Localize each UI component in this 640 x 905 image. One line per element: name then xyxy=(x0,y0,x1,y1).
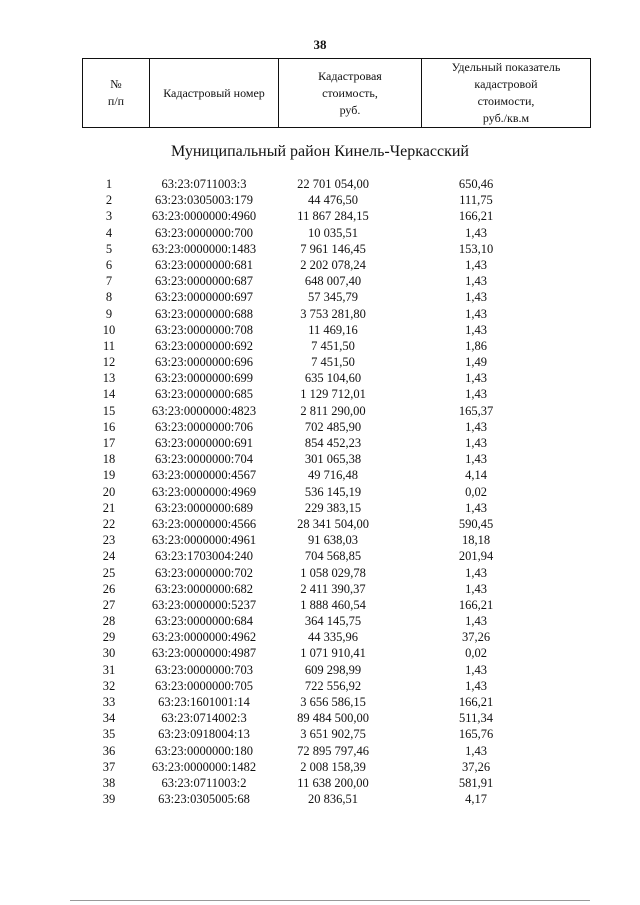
row-specific-indicator: 1,43 xyxy=(465,274,487,289)
table-row xyxy=(0,273,640,289)
row-cadastral-number: 63:23:0000000:697 xyxy=(155,290,253,305)
header-col-number-line2: п/п xyxy=(107,94,125,108)
header-col-number xyxy=(83,59,150,128)
row-cadastral-number: 63:23:0000000:687 xyxy=(155,274,253,289)
row-cadastral-cost: 2 202 078,24 xyxy=(300,257,366,272)
table-row xyxy=(0,306,640,322)
row-number: 13 xyxy=(102,371,116,386)
row-cadastral-number: 63:23:0000000:702 xyxy=(155,565,253,580)
data-rows xyxy=(0,176,640,807)
table-row xyxy=(0,613,640,629)
row-cadastral-cost: 2 411 390,37 xyxy=(300,581,366,596)
row-cadastral-number: 63:23:0000000:699 xyxy=(155,371,253,386)
header-col-specific xyxy=(422,59,591,128)
row-cadastral-cost: 28 341 504,00 xyxy=(297,516,369,531)
row-number: 31 xyxy=(102,662,116,677)
row-cadastral-number: 63:23:1601001:14 xyxy=(158,695,250,709)
row-specific-indicator: 1,43 xyxy=(465,371,487,386)
row-cadastral-number: 63:23:0000000:704 xyxy=(155,452,253,467)
row-number: 26 xyxy=(102,581,116,596)
row-number: 17 xyxy=(102,436,116,450)
header-col-number-line1: № xyxy=(110,77,122,91)
row-cadastral-cost: 635 104,60 xyxy=(304,371,362,386)
row-number: 32 xyxy=(102,678,116,693)
row-cadastral-number: 63:23:0305003:179 xyxy=(155,193,253,208)
row-specific-indicator: 1,43 xyxy=(465,565,487,580)
table-row xyxy=(0,403,640,419)
row-number: 28 xyxy=(102,614,116,629)
row-specific-indicator: 590,45 xyxy=(458,516,494,531)
row-cadastral-number: 63:23:0000000:682 xyxy=(155,581,253,596)
row-specific-indicator: 18,18 xyxy=(461,533,491,548)
header-col-cost-line2: стоимость, xyxy=(322,85,378,100)
table-row xyxy=(0,532,640,548)
row-number: 6 xyxy=(105,257,113,272)
row-cadastral-cost: 1 129 712,01 xyxy=(300,387,366,402)
table-row xyxy=(0,645,640,661)
row-cadastral-cost: 11 638 200,00 xyxy=(297,775,369,790)
row-cadastral-cost: 44 335,96 xyxy=(308,630,358,645)
row-specific-indicator: 37,26 xyxy=(461,759,491,774)
page-number: 38 xyxy=(313,37,327,52)
row-number: 29 xyxy=(102,630,116,645)
row-specific-indicator: 1,43 xyxy=(465,225,487,240)
table-row xyxy=(0,581,640,597)
row-cadastral-cost: 1 888 460,54 xyxy=(300,597,366,612)
row-specific-indicator: 0,02 xyxy=(465,646,487,661)
section-title: Муниципальный район Кинель-Черкасский xyxy=(170,143,469,160)
row-specific-indicator: 1,86 xyxy=(465,338,487,353)
row-cadastral-number: 63:23:0000000:696 xyxy=(155,355,253,370)
row-specific-indicator: 166,21 xyxy=(458,209,494,224)
row-cadastral-number: 63:23:1703004:240 xyxy=(155,549,253,564)
row-cadastral-number: 63:23:0000000:688 xyxy=(155,306,253,321)
row-cadastral-number: 63:23:0714002:3 xyxy=(161,711,247,726)
row-cadastral-number: 63:23:0000000:685 xyxy=(155,387,253,402)
row-cadastral-cost: 11 469,16 xyxy=(308,322,358,337)
table-row xyxy=(0,386,640,402)
row-cadastral-cost: 1 058 029,78 xyxy=(300,565,366,580)
row-cadastral-number: 63:23:0000000:4567 xyxy=(151,468,257,483)
row-number: 24 xyxy=(102,549,116,564)
row-specific-indicator: 1,43 xyxy=(465,257,487,272)
row-cadastral-cost: 57 345,79 xyxy=(308,290,358,305)
row-cadastral-cost: 3 753 281,80 xyxy=(300,306,366,321)
row-specific-indicator: 1,43 xyxy=(465,419,487,434)
row-cadastral-number: 63:23:0000000:705 xyxy=(155,678,253,693)
table-row xyxy=(0,451,640,467)
row-cadastral-number: 63:23:0000000:4961 xyxy=(151,533,257,548)
row-cadastral-number: 63:23:0000000:1483 xyxy=(151,241,257,256)
row-cadastral-cost: 3 651 902,75 xyxy=(300,727,366,742)
row-number: 2 xyxy=(105,193,113,208)
row-cadastral-number: 63:23:0000000:4823 xyxy=(151,403,257,418)
table-row xyxy=(0,241,640,257)
row-specific-indicator: 1,43 xyxy=(465,662,487,677)
row-specific-indicator: 1,43 xyxy=(465,436,487,450)
row-number: 12 xyxy=(102,355,116,370)
row-cadastral-cost: 704 568,85 xyxy=(304,549,362,564)
row-number: 37 xyxy=(102,759,116,774)
header-col-cost xyxy=(279,59,422,128)
row-cadastral-cost: 20 836,51 xyxy=(308,792,358,807)
table-row xyxy=(0,435,640,451)
header-col-specific-line3: стоимости, xyxy=(477,94,535,108)
row-specific-indicator: 1,43 xyxy=(465,743,487,758)
row-cadastral-cost: 229 383,15 xyxy=(304,500,362,515)
header-col-specific-line4: руб./кв.м xyxy=(482,111,530,125)
row-cadastral-number: 63:23:0000000:681 xyxy=(155,257,253,272)
table-row xyxy=(0,176,640,192)
row-specific-indicator: 1,43 xyxy=(465,581,487,596)
row-specific-indicator: 1,43 xyxy=(465,678,487,693)
row-number: 10 xyxy=(102,322,116,337)
row-cadastral-number: 63:23:0000000:4969 xyxy=(151,484,257,499)
row-cadastral-number: 63:23:0000000:4987 xyxy=(151,646,257,661)
row-specific-indicator: 1,43 xyxy=(465,306,487,321)
row-number: 4 xyxy=(105,225,113,240)
table-row xyxy=(0,710,640,726)
table-row xyxy=(0,484,640,500)
row-specific-indicator: 1,49 xyxy=(465,355,487,370)
table-row xyxy=(0,257,640,273)
table-row xyxy=(0,467,640,483)
table-header xyxy=(82,58,591,128)
row-cadastral-number: 63:23:0000000:4566 xyxy=(151,516,257,531)
row-number: 21 xyxy=(102,500,116,515)
row-cadastral-number: 63:23:0918004:13 xyxy=(158,727,250,742)
row-number: 19 xyxy=(102,468,116,483)
row-number: 18 xyxy=(102,452,116,467)
row-specific-indicator: 166,21 xyxy=(458,597,494,612)
table-row xyxy=(0,565,640,581)
table-row xyxy=(0,338,640,354)
row-cadastral-number: 63:23:0711003:3 xyxy=(161,177,247,191)
row-specific-indicator: 0,02 xyxy=(465,484,487,499)
table-row xyxy=(0,791,640,807)
table-row xyxy=(0,726,640,742)
header-col-specific-line1: Удельный показатель xyxy=(451,60,561,74)
row-specific-indicator: 111,75 xyxy=(459,193,493,208)
row-number: 8 xyxy=(105,290,113,305)
row-number: 33 xyxy=(102,695,116,709)
row-number: 35 xyxy=(102,727,116,742)
row-cadastral-cost: 49 716,48 xyxy=(308,468,358,483)
row-cadastral-cost: 722 556,92 xyxy=(304,678,362,693)
header-col-cadastral xyxy=(150,59,279,128)
row-specific-indicator: 1,43 xyxy=(465,452,487,467)
row-cadastral-cost: 702 485,90 xyxy=(304,419,362,434)
row-cadastral-cost: 22 701 054,00 xyxy=(297,177,369,191)
row-cadastral-number: 63:23:0000000:691 xyxy=(155,436,253,450)
table-row xyxy=(0,759,640,775)
table-row xyxy=(0,694,640,710)
table-row xyxy=(0,370,640,386)
row-number: 20 xyxy=(102,484,116,499)
row-cadastral-cost: 609 298,99 xyxy=(304,662,362,677)
row-cadastral-cost: 72 895 797,46 xyxy=(297,743,369,758)
row-cadastral-number: 63:23:0000000:4960 xyxy=(151,209,257,224)
row-cadastral-cost: 7 451,50 xyxy=(311,355,355,370)
table-row xyxy=(0,192,640,208)
row-cadastral-number: 63:23:0000000:708 xyxy=(155,322,253,337)
row-specific-indicator: 1,43 xyxy=(465,322,487,337)
row-specific-indicator: 1,43 xyxy=(465,290,487,305)
table-row xyxy=(0,322,640,338)
row-number: 23 xyxy=(102,533,116,548)
row-cadastral-number: 63:23:0000000:5237 xyxy=(151,597,257,612)
row-cadastral-number: 63:23:0711003:2 xyxy=(161,775,247,790)
row-number: 22 xyxy=(102,516,116,531)
row-cadastral-cost: 7 451,50 xyxy=(311,338,355,353)
row-cadastral-cost: 89 484 500,00 xyxy=(297,711,369,726)
table-row xyxy=(0,775,640,791)
row-cadastral-cost: 10 035,51 xyxy=(308,225,358,240)
row-number: 34 xyxy=(102,711,116,726)
row-cadastral-number: 63:23:0000000:1482 xyxy=(151,759,257,774)
row-cadastral-cost: 3 656 586,15 xyxy=(300,695,366,709)
row-cadastral-cost: 854 452,23 xyxy=(304,436,362,450)
row-number: 25 xyxy=(102,565,116,580)
header-col-specific-line2: кадастровой xyxy=(474,77,538,91)
row-specific-indicator: 1,43 xyxy=(465,614,487,629)
row-number: 5 xyxy=(105,241,113,256)
row-cadastral-number: 63:23:0000000:700 xyxy=(155,225,253,240)
row-cadastral-cost: 91 638,03 xyxy=(308,533,358,548)
row-number: 15 xyxy=(102,403,116,418)
row-specific-indicator: 511,34 xyxy=(459,711,493,726)
row-specific-indicator: 581,91 xyxy=(458,775,494,790)
row-number: 36 xyxy=(102,743,116,758)
row-specific-indicator: 1,43 xyxy=(465,387,487,402)
table-row xyxy=(0,500,640,516)
row-cadastral-cost: 536 145,19 xyxy=(304,484,362,499)
row-cadastral-cost: 2 811 290,00 xyxy=(300,403,366,418)
row-number: 7 xyxy=(105,274,113,289)
row-cadastral-cost: 648 007,40 xyxy=(304,274,362,289)
row-number: 1 xyxy=(105,177,113,191)
table-row xyxy=(0,419,640,435)
row-number: 27 xyxy=(102,597,116,612)
row-cadastral-number: 63:23:0000000:692 xyxy=(155,338,253,353)
table-row xyxy=(0,548,640,564)
row-specific-indicator: 650,46 xyxy=(458,177,494,191)
row-number: 30 xyxy=(102,646,116,661)
table-row xyxy=(0,743,640,759)
table-row xyxy=(0,629,640,645)
row-cadastral-number: 63:23:0000000:4962 xyxy=(151,630,257,645)
page-bottom-divider xyxy=(70,900,590,901)
header-col-cost-line1: Кадастровая xyxy=(318,68,382,83)
row-cadastral-number: 63:23:0000000:684 xyxy=(155,614,253,629)
row-number: 14 xyxy=(102,387,116,402)
table-row xyxy=(0,225,640,241)
row-number: 9 xyxy=(105,306,113,321)
header-col-cost-line3: руб. xyxy=(339,102,361,117)
row-cadastral-number: 63:23:0000000:706 xyxy=(155,419,253,434)
row-cadastral-cost: 2 008 158,39 xyxy=(300,759,366,774)
header-col-cadastral-label: Кадастровый номер xyxy=(163,85,265,100)
table-row xyxy=(0,678,640,694)
row-cadastral-cost: 44 476,50 xyxy=(308,193,358,208)
row-specific-indicator: 153,10 xyxy=(458,241,494,256)
row-cadastral-number: 63:23:0305005:68 xyxy=(158,792,250,807)
row-cadastral-number: 63:23:0000000:703 xyxy=(155,662,253,677)
table-row xyxy=(0,289,640,305)
row-specific-indicator: 201,94 xyxy=(458,549,494,564)
row-specific-indicator: 4,17 xyxy=(465,792,487,807)
table-row xyxy=(0,354,640,370)
row-cadastral-cost: 301 065,38 xyxy=(304,452,362,467)
row-specific-indicator: 166,21 xyxy=(458,695,494,709)
row-specific-indicator: 165,37 xyxy=(458,403,494,418)
row-number: 11 xyxy=(102,338,116,353)
row-cadastral-number: 63:23:0000000:689 xyxy=(155,500,253,515)
row-number: 38 xyxy=(102,775,116,790)
row-specific-indicator: 1,43 xyxy=(465,500,487,515)
row-cadastral-cost: 7 961 146,45 xyxy=(300,241,366,256)
table-row xyxy=(0,597,640,613)
row-number: 3 xyxy=(105,209,113,224)
table-row xyxy=(0,516,640,532)
row-number: 39 xyxy=(102,792,116,807)
row-specific-indicator: 165,76 xyxy=(458,727,494,742)
row-number: 16 xyxy=(102,419,116,434)
table-row xyxy=(0,662,640,678)
row-cadastral-cost: 1 071 910,41 xyxy=(300,646,366,661)
row-specific-indicator: 37,26 xyxy=(461,630,491,645)
table-row xyxy=(0,208,640,224)
row-specific-indicator: 4,14 xyxy=(465,468,487,483)
row-cadastral-number: 63:23:0000000:180 xyxy=(155,743,253,758)
row-cadastral-cost: 11 867 284,15 xyxy=(297,209,369,224)
row-cadastral-cost: 364 145,75 xyxy=(304,614,362,629)
